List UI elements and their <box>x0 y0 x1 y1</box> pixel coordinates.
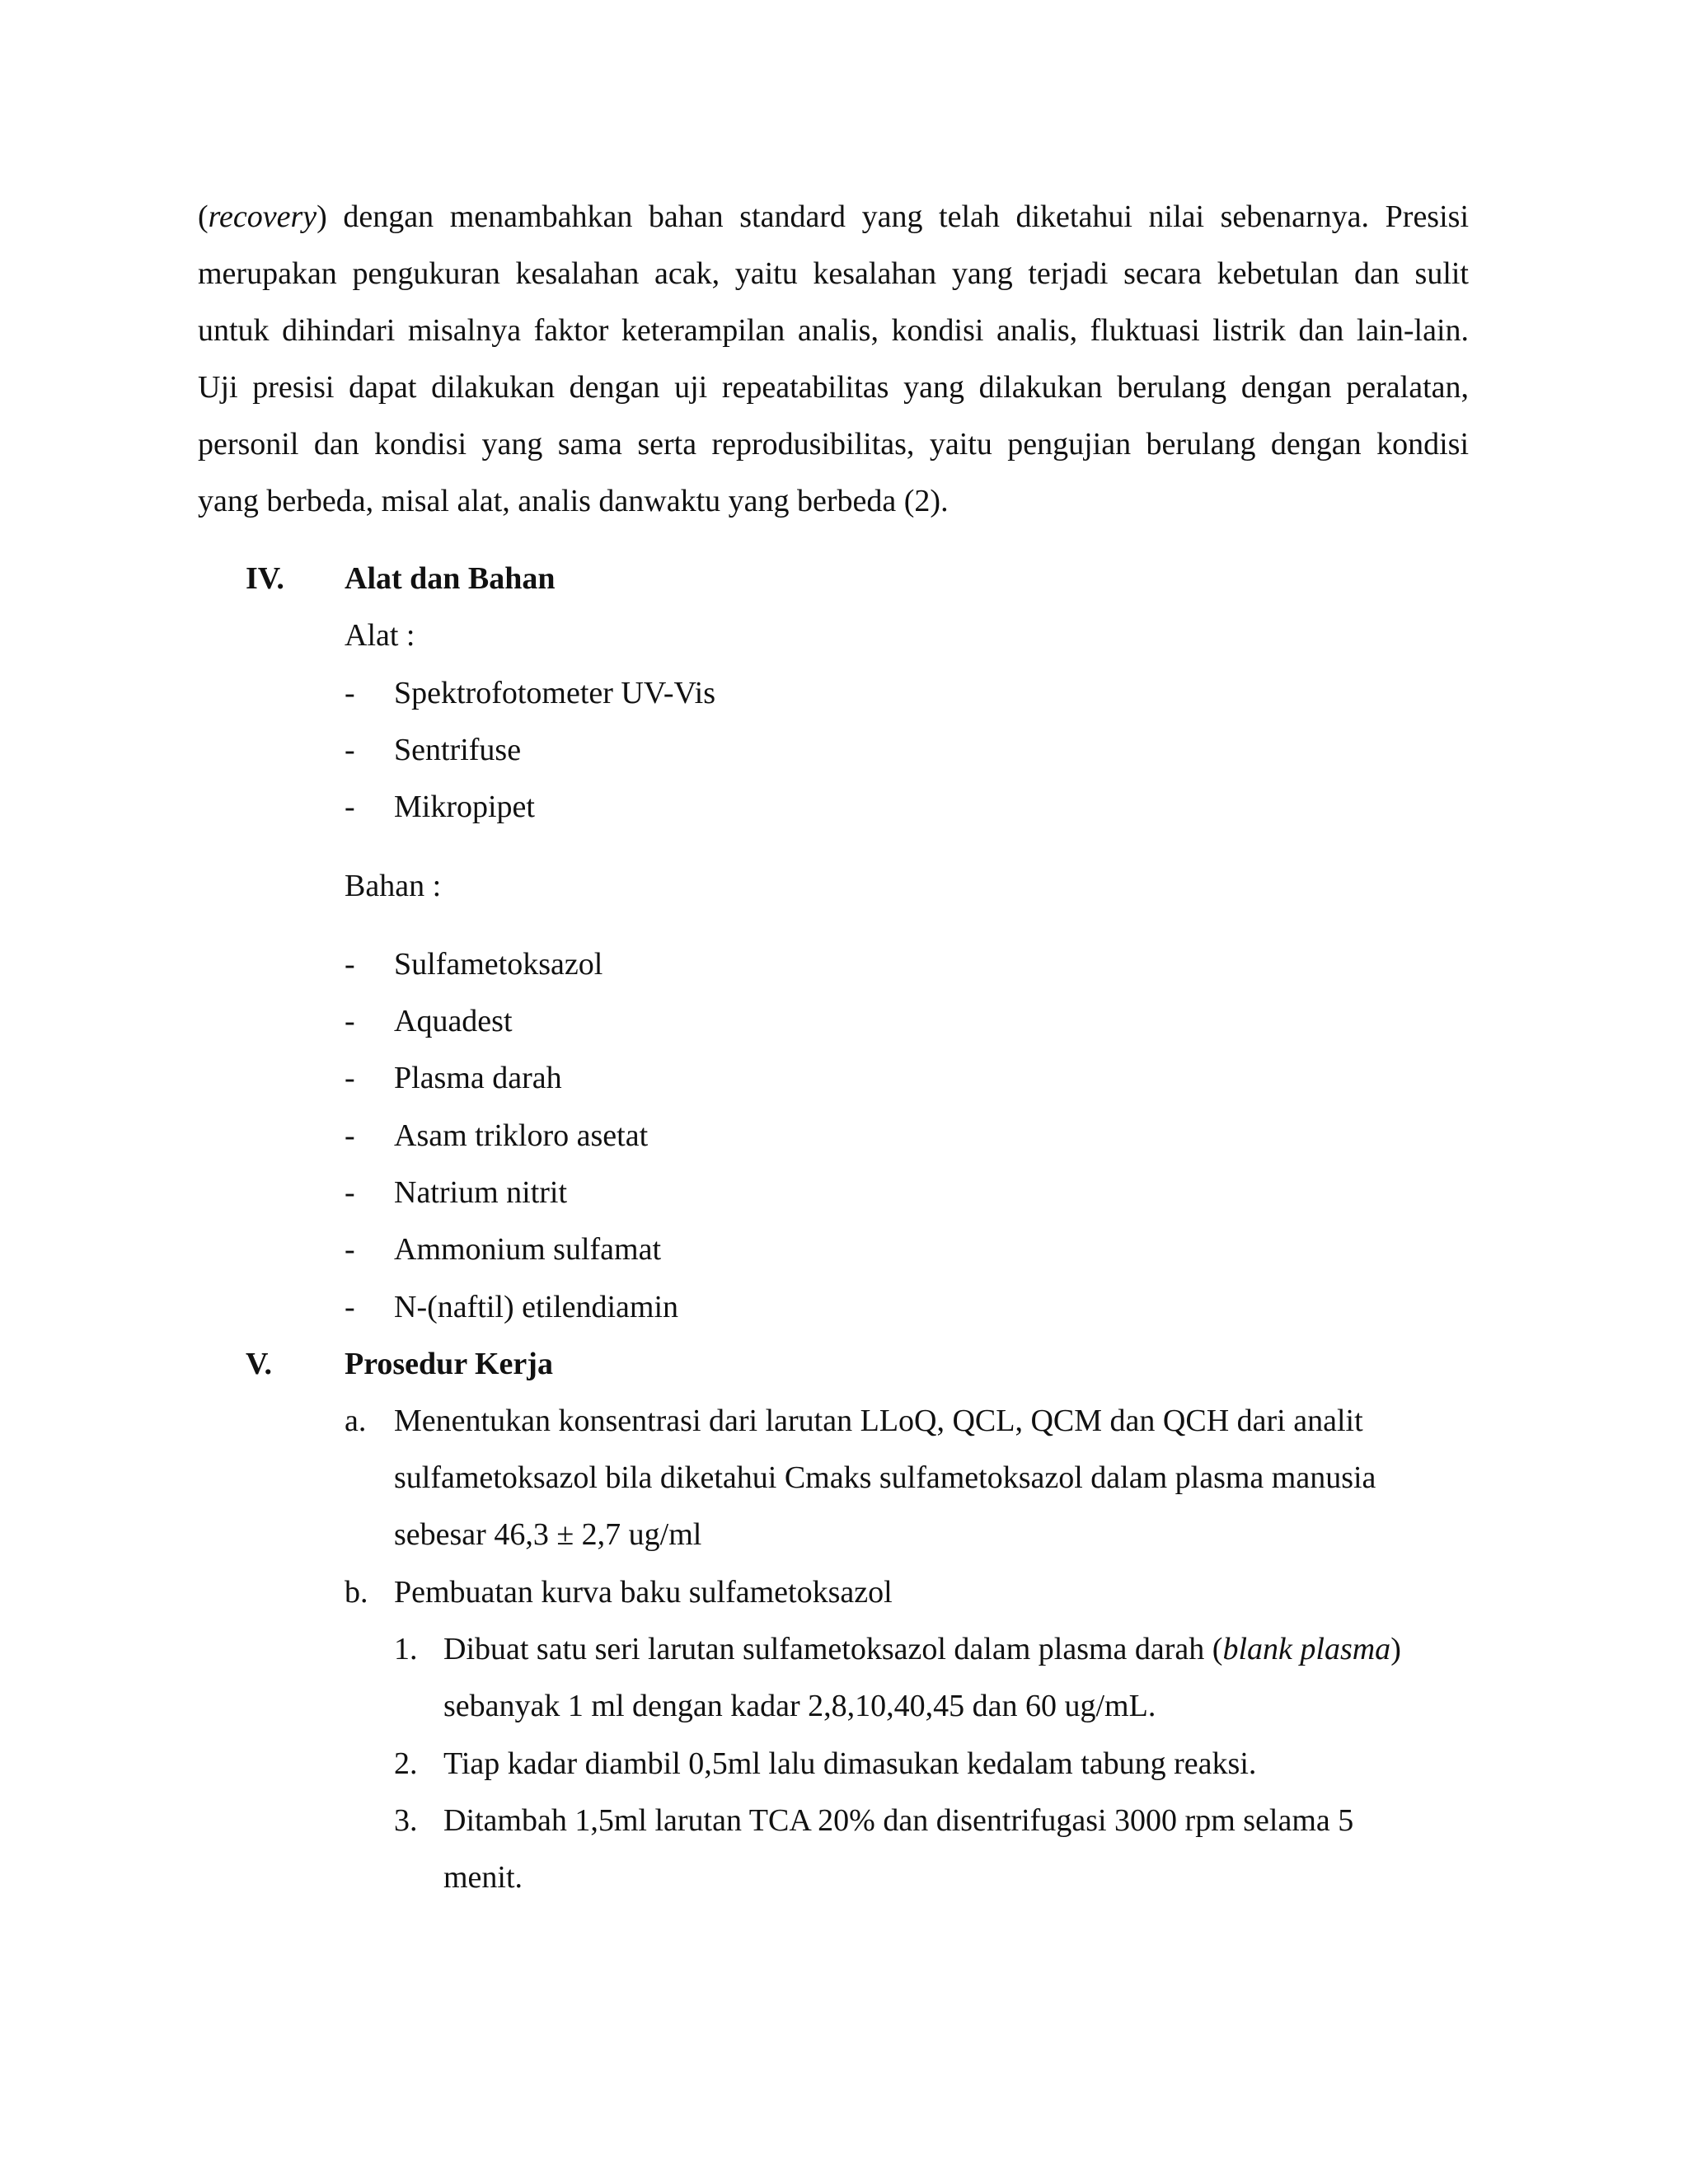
item-b-marker: b. <box>345 1575 368 1610</box>
list-dash: - <box>345 733 355 767</box>
section-v-title: Prosedur Kerja <box>345 1347 553 1381</box>
intro-line-2: merupakan pengukuran kesalahan acak, yaitu kesalahan yang terjadi secara kebetulan dan sulit <box>198 256 1469 291</box>
bahan-item: Natrium nitrit <box>394 1175 568 1210</box>
step-3-marker: 3. <box>394 1803 418 1838</box>
bahan-item: Plasma darah <box>394 1061 562 1095</box>
alat-item: Sentrifuse <box>394 733 522 767</box>
intro-line-4: Uji presisi dapat dilakukan dengan uji repeatabilitas yang dilakukan berulang dengan peralatan, <box>198 370 1469 405</box>
list-dash: - <box>345 1061 355 1095</box>
bahan-item: Ammonium sulfamat <box>394 1232 662 1267</box>
step-1-line-2: sebanyak 1 ml dengan kadar 2,8,10,40,45 dan 60 ug/mL. <box>443 1689 1156 1723</box>
intro-line-6: yang berbeda, misal alat, analis danwaktu yang berbeda (2). <box>198 484 949 518</box>
step-1-line-1: Dibuat satu seri larutan sulfametoksazol dalam plasma darah (blank plasma) <box>443 1632 1401 1666</box>
list-dash: - <box>345 1232 355 1267</box>
item-a-marker: a. <box>345 1404 367 1438</box>
intro-line-5: personil dan kondisi yang sama serta reprodusibilitas, yaitu pengujian berulang dengan kondisi <box>198 427 1469 462</box>
step-3-line-2: menit. <box>443 1860 523 1895</box>
bahan-item: N-(naftil) etilendiamin <box>394 1290 679 1324</box>
list-dash: - <box>345 790 355 824</box>
bahan-item: Sulfametoksazol <box>394 947 603 982</box>
item-a-line: sulfametoksazol bila diketahui Cmaks sulfametoksazol dalam plasma manusia <box>394 1460 1376 1495</box>
list-dash: - <box>345 1004 355 1038</box>
intro-line-1: (recovery) dengan menambahkan bahan standard yang telah diketahui nilai sebenarnya. Presisi <box>198 199 1469 234</box>
list-dash: - <box>345 1175 355 1210</box>
alat-item: Mikropipet <box>394 790 535 824</box>
list-dash: - <box>345 1290 355 1324</box>
step-3-line-1: Ditambah 1,5ml larutan TCA 20% dan disentrifugasi 3000 rpm selama 5 <box>443 1803 1354 1838</box>
alat-label: Alat : <box>345 618 415 653</box>
list-dash: - <box>345 947 355 982</box>
intro-line-3: untuk dihindari misalnya faktor keterampilan analis, kondisi analis, fluktuasi listrik dan lain-lain. <box>198 313 1469 348</box>
alat-item: Spektrofotometer UV-Vis <box>394 676 715 710</box>
step-2-line-1: Tiap kadar diambil 0,5ml lalu dimasukan kedalam tabung reaksi. <box>443 1746 1257 1781</box>
section-iv-title: Alat dan Bahan <box>345 561 556 596</box>
bahan-item: Asam trikloro asetat <box>394 1118 649 1153</box>
item-a-line: Menentukan konsentrasi dari larutan LLoQ, QCL, QCM dan QCH dari analit <box>394 1404 1363 1438</box>
section-v-numeral: V. <box>246 1347 273 1381</box>
item-b-text: Pembuatan kurva baku sulfametoksazol <box>394 1575 893 1610</box>
bahan-label: Bahan : <box>345 869 442 903</box>
step-2-marker: 2. <box>394 1746 418 1781</box>
item-a-line: sebesar 46,3 ± 2,7 ug/ml <box>394 1517 702 1552</box>
list-dash: - <box>345 676 355 710</box>
list-dash: - <box>345 1118 355 1153</box>
bahan-item: Aquadest <box>394 1004 513 1038</box>
step-1-marker: 1. <box>394 1632 418 1666</box>
section-iv-numeral: IV. <box>246 561 284 596</box>
